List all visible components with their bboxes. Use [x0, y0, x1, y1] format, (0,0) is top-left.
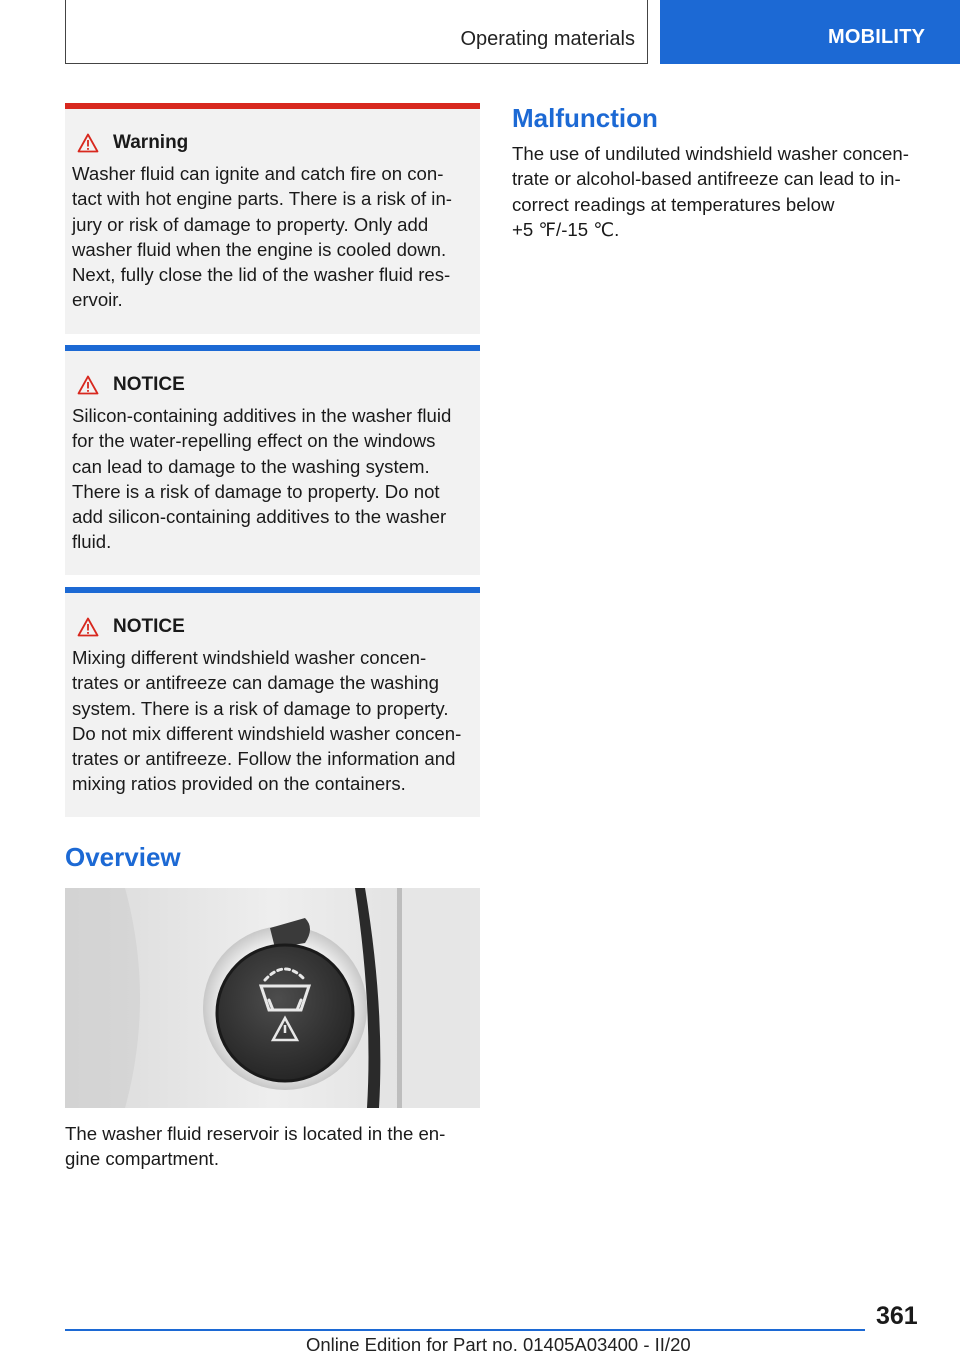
text-line: +5 ℉/-15 ℃. [512, 218, 620, 240]
text-line: Next, fully close the lid of the washer fluid res- [72, 264, 451, 286]
text-line: Mixing different windshield washer concen- [72, 647, 427, 668]
notice-box [65, 587, 480, 817]
overview-caption [65, 1121, 480, 1172]
text-line: The use of undiluted windshield washer concen- [512, 143, 909, 164]
text-line: The washer fluid reservoir is located in the en- [65, 1123, 446, 1144]
overview-heading: Overview [65, 842, 181, 872]
warning-triangle-icon [77, 375, 99, 395]
text-line: washer fluid when the engine is cooled down. [72, 238, 447, 260]
notice-text [72, 645, 478, 797]
text-line: add silicon-containing additives to the washer [72, 506, 447, 528]
edition-text: Online Edition for Part no. 01405A03400 - II/20 [306, 1334, 691, 1355]
text-line: trates or antifreeze. Follow the information and [72, 748, 456, 770]
malfunction-text [512, 141, 942, 242]
text-line: correct readings at temperatures below [512, 193, 835, 215]
text-line: trates or antifreeze can damage the washing [72, 672, 439, 694]
text-line: system. There is a risk of damage to property. [72, 697, 449, 719]
notice-label: NOTICE [113, 616, 185, 637]
text-line: jury or risk of damage to property. Only add [72, 213, 429, 235]
washer-fluid-reservoir-image [65, 888, 480, 1108]
warning-triangle-icon [77, 617, 99, 637]
notice-bar [65, 345, 480, 351]
notice-text [72, 403, 478, 555]
text-line: Silicon-containing additives in the washer fluid [72, 405, 452, 426]
notice-bar [65, 587, 480, 593]
chapter-tab-label: MOBILITY [828, 25, 926, 48]
text-line: Washer fluid can ignite and catch fire on con- [72, 163, 444, 184]
warning-triangle-icon [77, 133, 99, 153]
text-line: fluid. [72, 531, 112, 553]
footer-rule [65, 1329, 865, 1331]
text-line: There is a risk of damage to property. Do not [72, 480, 440, 502]
text-line: tact with hot engine parts. There is a risk of in- [72, 188, 452, 210]
header-frame [65, 0, 648, 64]
section-title: Operating materials [460, 28, 635, 50]
text-line: trate or alcohol-based antifreeze can lead to in- [512, 168, 901, 190]
warning-box [65, 103, 480, 334]
notice-label: NOTICE [113, 374, 185, 395]
warning-label: Warning [113, 132, 189, 153]
text-line: can lead to damage to the washing system. [72, 455, 430, 477]
notice-box [65, 345, 480, 575]
warning-text [72, 161, 478, 313]
text-line: Do not mix different windshield washer concen- [72, 722, 462, 744]
malfunction-heading: Malfunction [512, 103, 658, 133]
text-line: for the water-repelling effect on the windows [72, 430, 436, 452]
warning-bar [65, 103, 480, 109]
page-number: 361 [876, 1302, 918, 1330]
text-line: mixing ratios provided on the containers. [72, 773, 406, 795]
text-line: ervoir. [72, 289, 123, 311]
text-line: gine compartment. [65, 1148, 219, 1170]
chapter-tab [660, 0, 960, 64]
